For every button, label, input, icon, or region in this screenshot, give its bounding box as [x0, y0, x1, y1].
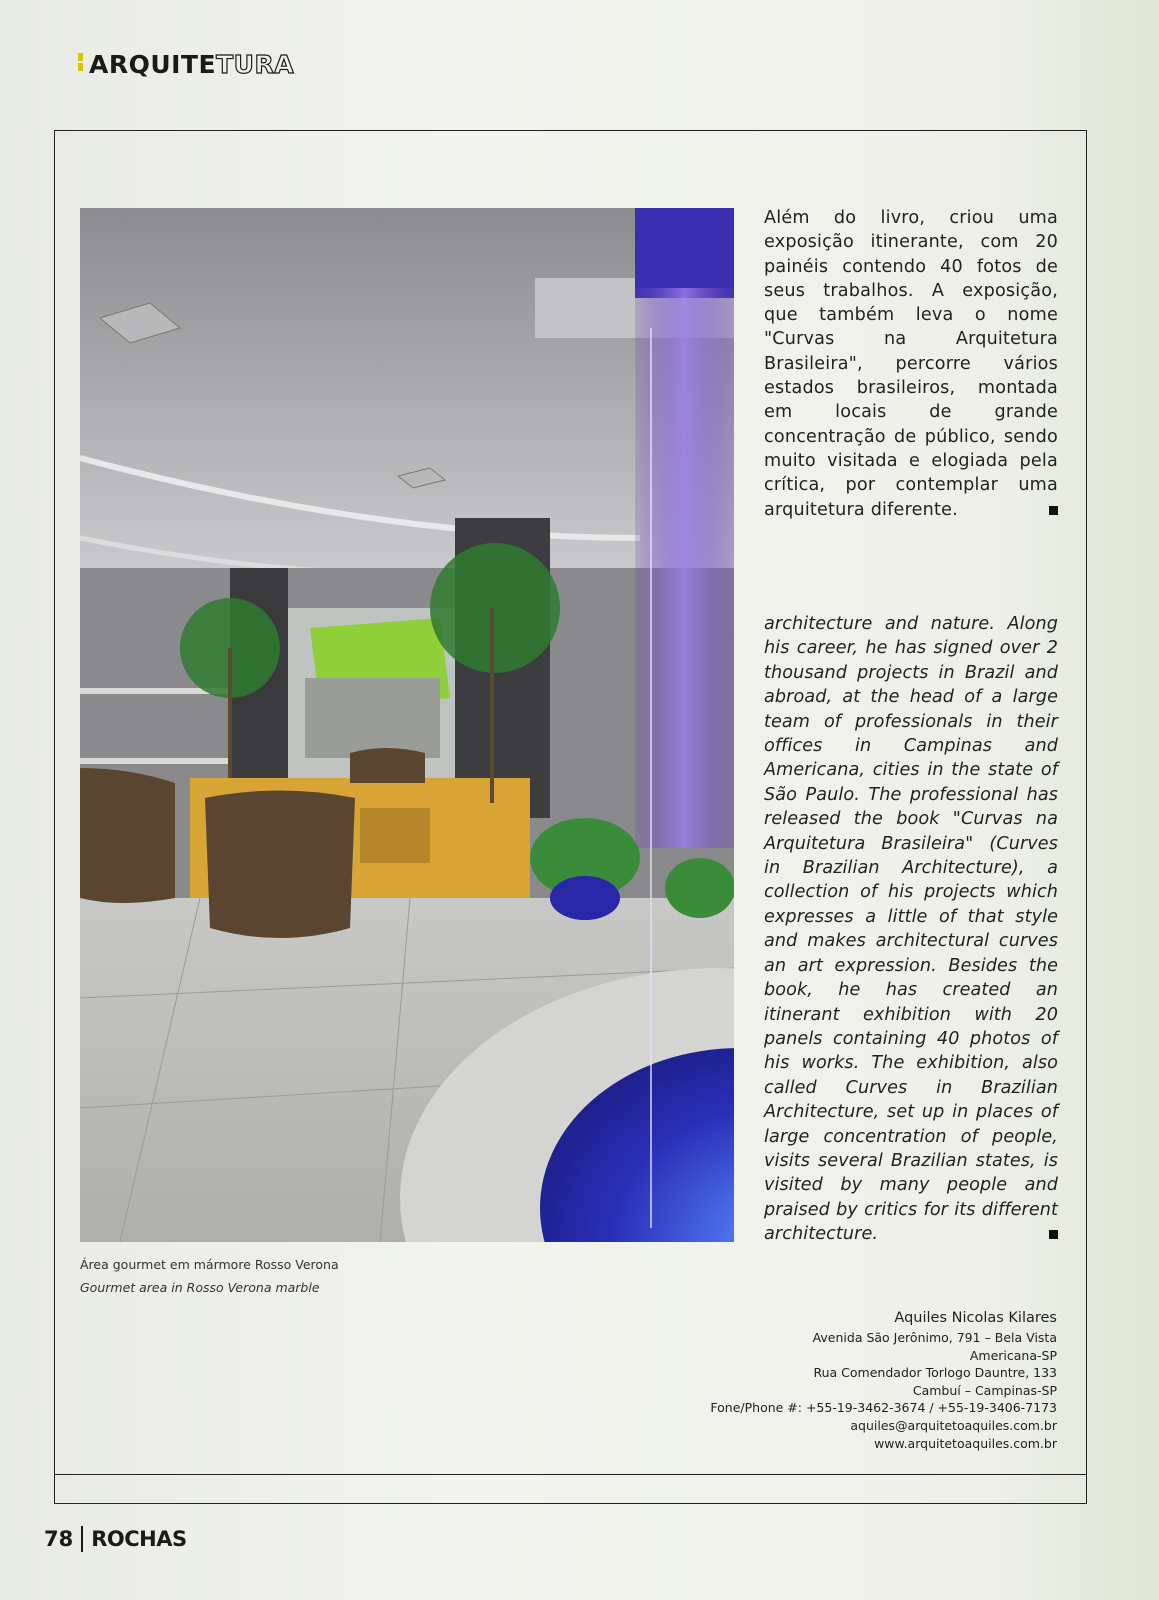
photo-illustration — [80, 208, 734, 1242]
footer-divider — [81, 1526, 83, 1552]
contact-website: www.arquitetoaquiles.com.br — [874, 1435, 1057, 1451]
article-paragraph-pt: Além do livro, criou uma exposição itinerante, com 20 painéis contendo 40 fotos de seus trabalhos. A exposição, que também leva o nome "Curvas na Arquitetura Brasileira", percorre vários estados brasileiros, montada em locais de grande concentração de público, sendo muito visitada e elogiada pela crítica, por contemplar uma arquitetura diferente. — [764, 208, 1058, 520]
caption-pt: Área gourmet em mármore Rosso Verona — [80, 1257, 339, 1272]
gourmet-area-photo — [80, 208, 734, 1242]
end-mark-icon — [1049, 506, 1058, 515]
magazine-logo: ROCHAS — [91, 1527, 187, 1551]
contact-city-1: Americana-SP — [969, 1347, 1057, 1363]
article-text-en — [764, 612, 1058, 1247]
page-footer — [44, 1526, 187, 1552]
caption-en: Gourmet area in Rosso Verona marble — [80, 1280, 320, 1295]
contact-block — [710, 1307, 1057, 1452]
article-text-pt — [764, 206, 1058, 522]
frame-bottom-band — [54, 1474, 1087, 1504]
section-label-bold: ARQUITE — [89, 50, 217, 79]
contact-address-1: Avenida São Jerônimo, 791 – Bela Vista — [812, 1330, 1057, 1345]
article-paragraph-en: architecture and nature. Along his career, he has signed over 2 thousand projects in Brazil and abroad, at the head of a large team of professionals in their offices in Campinas and Americana, cities in the state of São Paulo. The professional has released the book "Curvas na Arquitetura Brasileira" (Curves in Brazilian Architecture), a collection of his projects which expresses a little of that style and makes architectural curves an art expression. Besides the book, he has created an itinerant exhibition with 20 panels containing 40 photos of his works. The exhibition, also called Curves in Brazilian Architecture, set up in places of large concentration of people, visits several Brazilian states, is visited by many people and praised by critics for its different architecture. — [764, 614, 1058, 1245]
section-label — [78, 50, 294, 79]
page-number: 78 — [44, 1527, 74, 1551]
contact-email: aquiles@arquitetoaquiles.com.br — [850, 1417, 1057, 1433]
end-mark-icon — [1049, 1230, 1058, 1239]
section-label-outline: TURA — [216, 50, 295, 79]
contact-name: Aquiles Nicolas Kilares — [894, 1310, 1057, 1326]
contact-city-2: Cambuí – Campinas-SP — [912, 1382, 1057, 1398]
contact-phone: Fone/Phone #: +55-19-3462-3674 / +55-19-3406-7173 — [710, 1400, 1057, 1416]
section-marker-icon — [78, 53, 83, 71]
photo-caption — [80, 1253, 339, 1299]
contact-address-2: Rua Comendador Torlogo Dauntre, 133 — [813, 1365, 1057, 1381]
